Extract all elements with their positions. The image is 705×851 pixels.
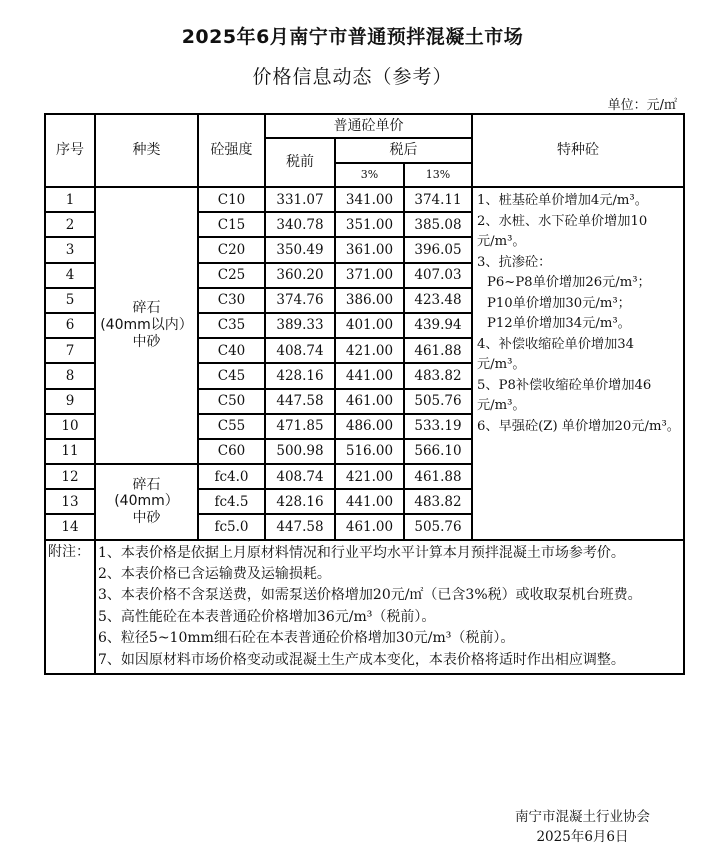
header-ordinary-price: 普通砼单价 <box>265 114 472 138</box>
cell-tax13: 505.76 <box>404 389 472 414</box>
cell-tax3: 361.00 <box>335 237 404 262</box>
group-label-line: (40mm） <box>114 493 179 510</box>
notes-body <box>95 540 684 674</box>
cell-seq: 4 <box>45 263 95 288</box>
cell-seq: 10 <box>45 414 95 439</box>
cell-tax13: 566.10 <box>404 439 472 464</box>
note-item: 2、本表价格已含运输费及运输损耗。 <box>98 566 331 583</box>
cell-grade: C55 <box>198 414 265 439</box>
header-tax-13: 13% <box>404 163 472 187</box>
cell-tax13: 483.82 <box>404 363 472 388</box>
cell-tax13: 483.82 <box>404 489 472 514</box>
cell-tax3: 351.00 <box>335 212 404 237</box>
cell-seq: 7 <box>45 338 95 363</box>
header-grade: 砼强度 <box>198 114 265 187</box>
cell-grade: C25 <box>198 263 265 288</box>
cell-seq: 2 <box>45 212 95 237</box>
cell-tax3: 486.00 <box>335 414 404 439</box>
note-item: 7、如因原材料市场价格变动或混凝土生产成本变化，本表价格将适时作出相应调整。 <box>98 651 625 668</box>
cell-pre-tax: 447.58 <box>265 514 335 539</box>
cell-tax13: 461.88 <box>404 338 472 363</box>
special-note: 4、补偿收缩砼单价增加34元/m³。 <box>477 336 635 372</box>
cell-seq: 12 <box>45 464 95 489</box>
special-note: P6~P8单价增加26元/m³； <box>487 275 651 290</box>
document-title: 2025年6月南宁市普通预拌混凝土市场 <box>181 26 524 48</box>
special-note: P10单价增加30元/m³； <box>487 295 631 311</box>
special-note: 5、P8补偿收缩砼单价增加46元/m³。 <box>477 377 652 413</box>
cell-grade: fc4.0 <box>198 464 265 489</box>
cell-pre-tax: 389.33 <box>265 313 335 338</box>
special-note: 2、水桩、水下砼单价增加10元/m³。 <box>477 213 648 249</box>
cell-tax13: 385.08 <box>404 212 472 237</box>
cell-grade: C30 <box>198 288 265 313</box>
header-special: 特种砼 <box>472 114 684 187</box>
group-gravel-40mm-within <box>95 187 198 464</box>
cell-tax13: 374.11 <box>404 187 472 212</box>
header-pre-tax: 税前 <box>265 138 335 187</box>
table-row <box>45 187 684 212</box>
cell-tax3: 421.00 <box>335 464 404 489</box>
note-item: 1、本表价格是依据上月原材料情况和行业平均水平计算本月预拌混凝土市场参考价。 <box>98 544 625 561</box>
cell-seq: 14 <box>45 514 95 539</box>
notes-label: 附注： <box>45 540 95 674</box>
cell-pre-tax: 408.74 <box>265 338 335 363</box>
cell-pre-tax: 331.07 <box>265 187 335 212</box>
cell-seq: 13 <box>45 489 95 514</box>
group-label-line: 中砂 <box>132 510 161 527</box>
cell-seq: 9 <box>45 389 95 414</box>
price-table <box>44 113 685 675</box>
cell-grade: fc4.5 <box>198 489 265 514</box>
header-type: 种类 <box>95 114 198 187</box>
header-post-tax: 税后 <box>335 138 472 163</box>
cell-grade: C50 <box>198 389 265 414</box>
document-subtitle: 价格信息动态（参考） <box>252 66 453 88</box>
group-gravel-40mm <box>95 464 198 540</box>
cell-grade: C40 <box>198 338 265 363</box>
cell-pre-tax: 428.16 <box>265 363 335 388</box>
special-concrete-notes <box>472 187 684 540</box>
note-item: 3、本表价格不含泵送费，如需泵送价格增加20元/㎡（已含3%税）或收取泵机台班费。 <box>98 587 642 604</box>
cell-pre-tax: 428.16 <box>265 489 335 514</box>
issuing-organization: 南宁市混凝土行业协会 <box>515 809 650 825</box>
cell-tax3: 441.00 <box>335 489 404 514</box>
cell-pre-tax: 408.74 <box>265 464 335 489</box>
special-note: 3、抗渗砼： <box>477 254 552 270</box>
special-note: P12单价增加34元/m³。 <box>487 316 631 331</box>
cell-seq: 3 <box>45 237 95 262</box>
cell-tax3: 401.00 <box>335 313 404 338</box>
special-note: 6、早强砼(Z) 单价增加20元/m³。 <box>477 418 680 434</box>
cell-pre-tax: 471.85 <box>265 414 335 439</box>
cell-seq: 5 <box>45 288 95 313</box>
special-note: 1、桩基砼单价增加4元/m³。 <box>477 193 648 208</box>
unit-label: 单位：元/㎡ <box>607 98 677 113</box>
cell-pre-tax: 447.58 <box>265 389 335 414</box>
cell-tax3: 371.00 <box>335 263 404 288</box>
cell-tax3: 386.00 <box>335 288 404 313</box>
group-label-line: 碎石 <box>132 476 161 493</box>
cell-pre-tax: 500.98 <box>265 439 335 464</box>
cell-tax13: 396.05 <box>404 237 472 262</box>
cell-pre-tax: 360.20 <box>265 263 335 288</box>
cell-tax13: 423.48 <box>404 288 472 313</box>
group-label-line: 中砂 <box>132 333 161 350</box>
cell-seq: 6 <box>45 313 95 338</box>
cell-tax13: 533.19 <box>404 414 472 439</box>
cell-pre-tax: 374.76 <box>265 288 335 313</box>
notes-row <box>45 540 684 674</box>
issue-date: 2025年6月6日 <box>536 829 629 845</box>
cell-grade: C10 <box>198 187 265 212</box>
cell-tax13: 439.94 <box>404 313 472 338</box>
cell-grade: fc5.0 <box>198 514 265 539</box>
cell-grade: C20 <box>198 237 265 262</box>
cell-grade: C60 <box>198 439 265 464</box>
cell-seq: 8 <box>45 363 95 388</box>
cell-tax3: 441.00 <box>335 363 404 388</box>
note-item: 6、粒径5~10mm细石砼在本表普通砼价格增加30元/m³（税前）。 <box>98 630 515 647</box>
cell-grade: C15 <box>198 212 265 237</box>
cell-tax3: 461.00 <box>335 389 404 414</box>
cell-grade: C45 <box>198 363 265 388</box>
header-seq: 序号 <box>45 114 95 187</box>
cell-seq: 11 <box>45 439 95 464</box>
cell-seq: 1 <box>45 187 95 212</box>
cell-pre-tax: 350.49 <box>265 237 335 262</box>
note-item: 5、高性能砼在本表普通砼价格增加36元/m³（税前）。 <box>98 608 436 625</box>
cell-tax3: 341.00 <box>335 187 404 212</box>
cell-tax3: 421.00 <box>335 338 404 363</box>
group-label-line: 碎石 <box>132 300 161 317</box>
group-label-line: (40mm以内） <box>100 317 193 334</box>
cell-tax13: 407.03 <box>404 263 472 288</box>
cell-tax3: 516.00 <box>335 439 404 464</box>
header-tax-3: 3% <box>335 163 404 187</box>
cell-tax3: 461.00 <box>335 514 404 539</box>
cell-tax13: 461.88 <box>404 464 472 489</box>
cell-tax13: 505.76 <box>404 514 472 539</box>
cell-grade: C35 <box>198 313 265 338</box>
cell-pre-tax: 340.78 <box>265 212 335 237</box>
